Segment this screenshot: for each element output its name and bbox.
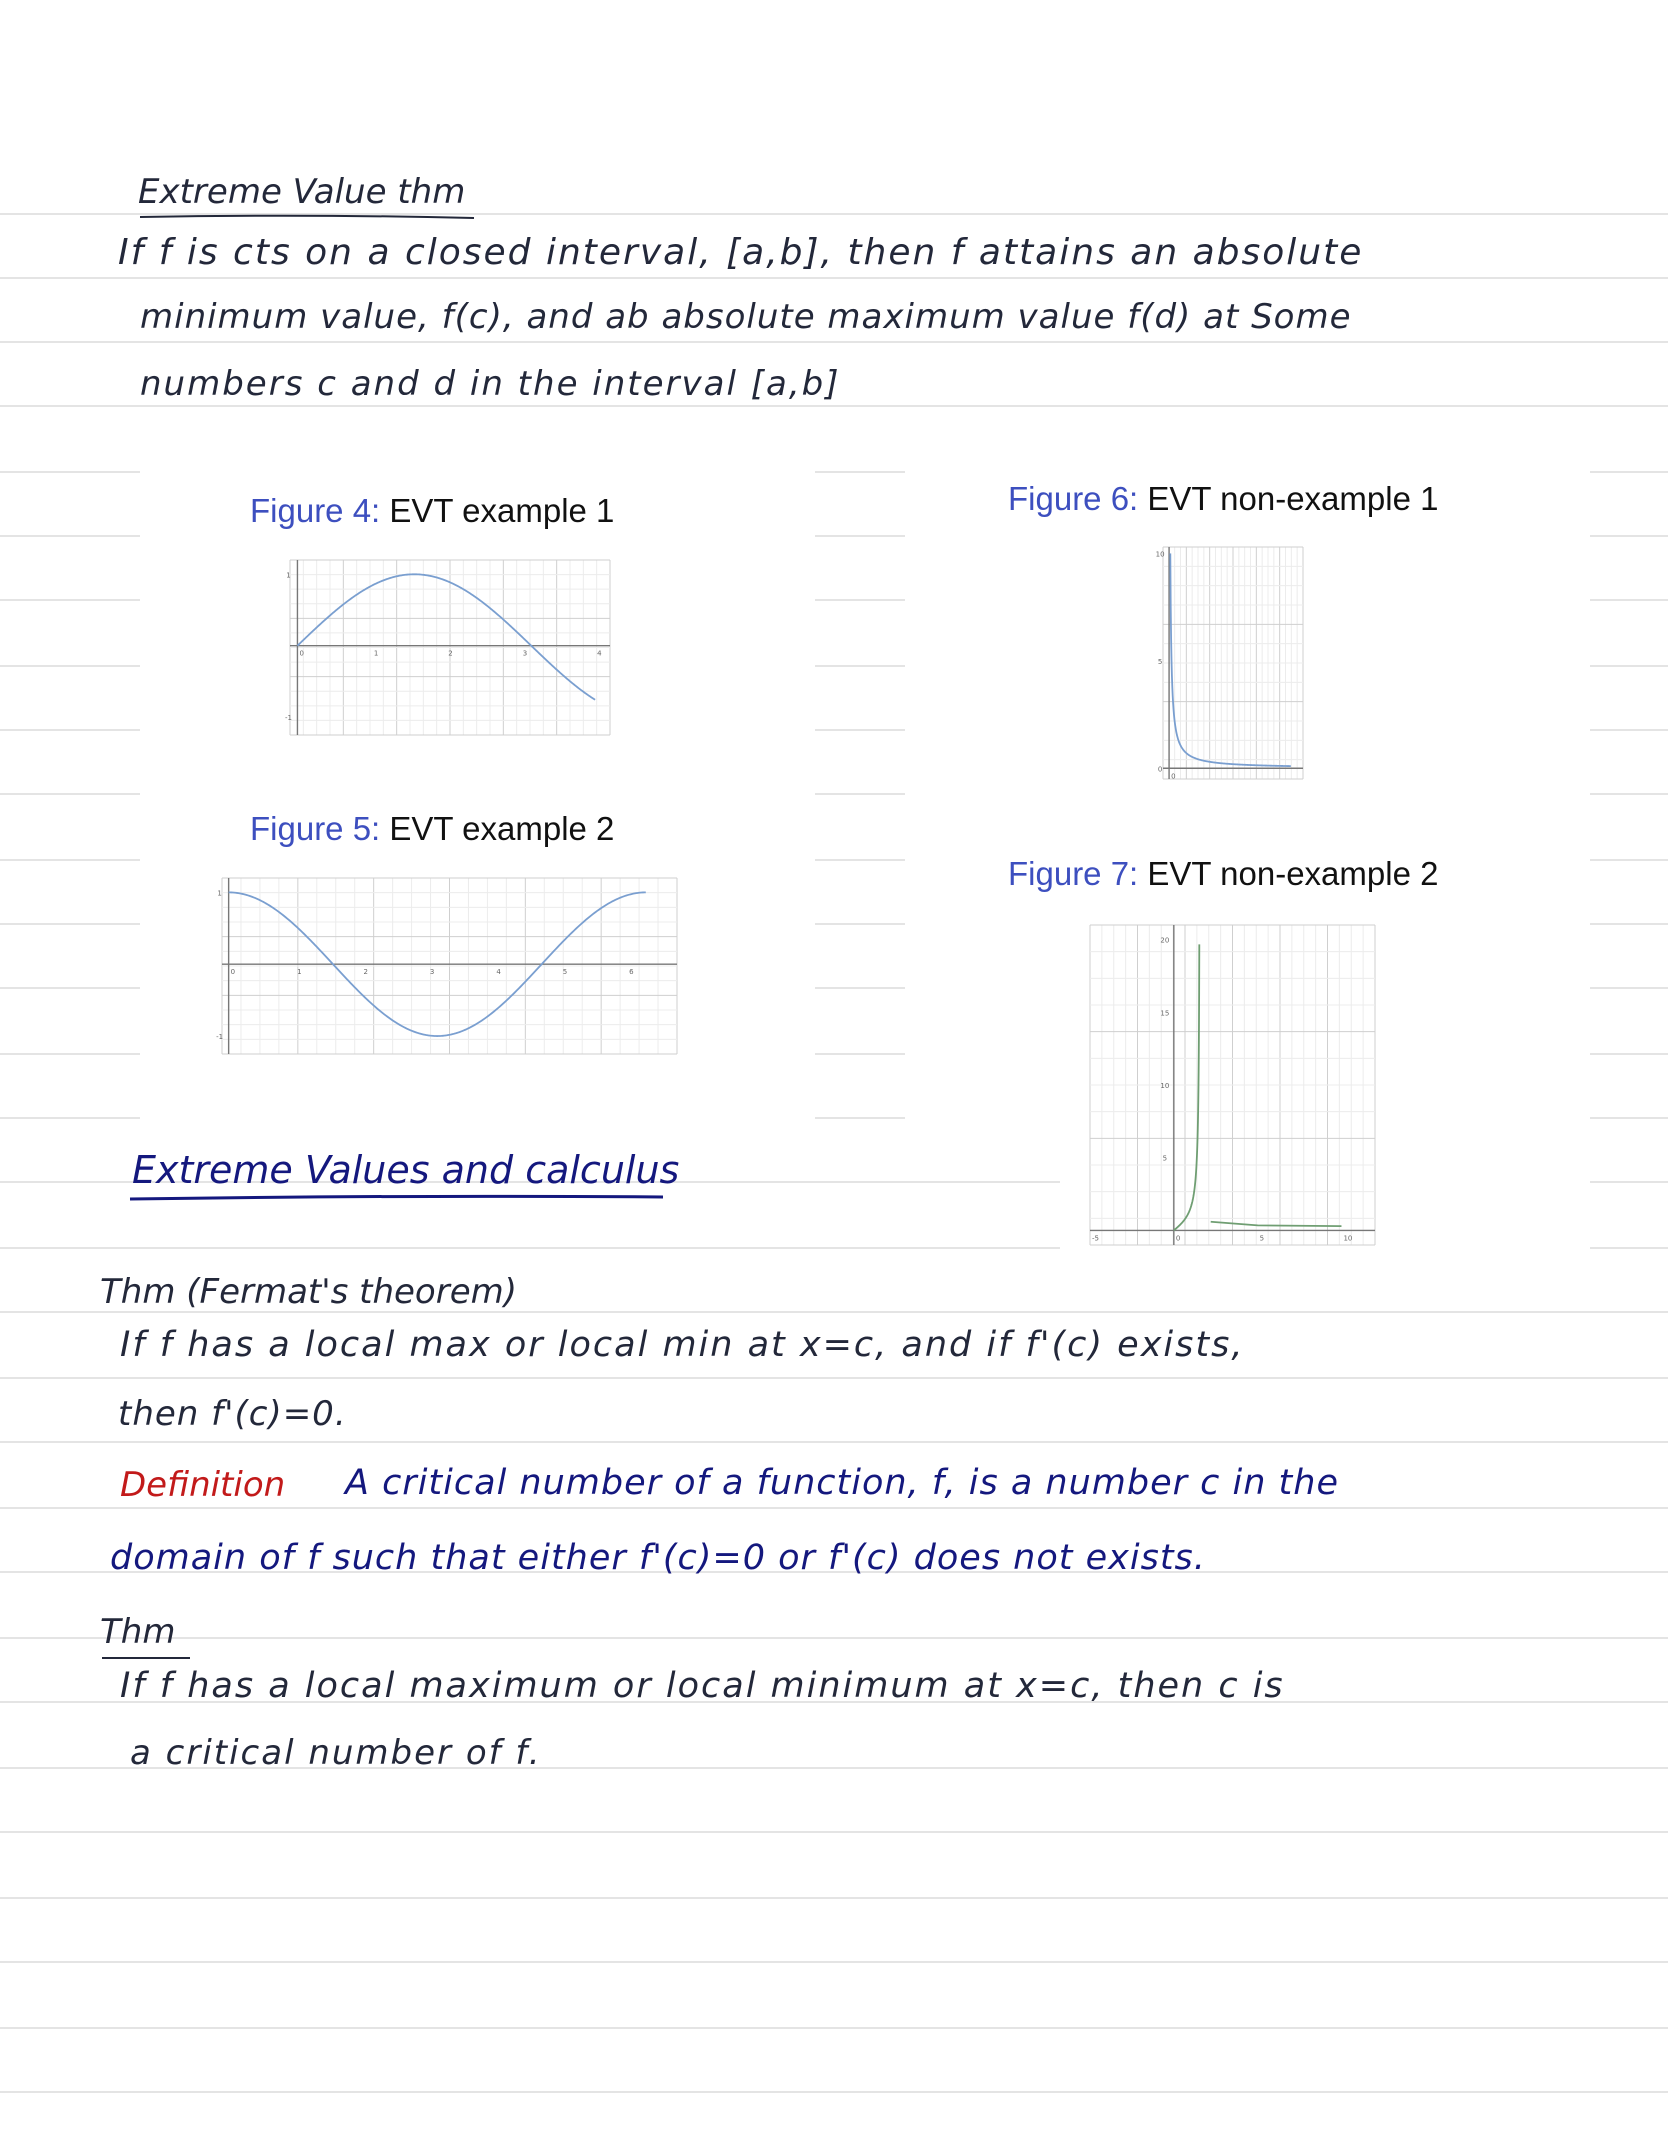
y-tick-label: -1	[284, 714, 292, 723]
figure-5-plot	[216, 878, 677, 1054]
figure-6-plot	[1155, 547, 1303, 781]
y-tick-label: 20	[1160, 936, 1170, 945]
evt-line-1: If f is cts on a closed interval, [a,b], then f attains an absolute	[118, 232, 1364, 273]
y-tick-label: -1	[216, 1033, 224, 1042]
figure-5-label: Figure 5:	[250, 810, 381, 847]
figure-4-title: EVT example 1	[389, 492, 615, 529]
figure-5-title: EVT example 2	[389, 810, 615, 847]
function-curve	[297, 574, 595, 699]
figure-7-plot	[1090, 925, 1375, 1245]
thm2-line-1: If f has a local maximum or local minimum at x=c, then c is	[120, 1666, 1285, 1706]
plot-grid	[1090, 925, 1375, 1245]
y-tick-label: 0	[1157, 765, 1163, 774]
y-tick-label: 5	[1157, 657, 1163, 666]
x-tick-label: 0	[1171, 772, 1176, 781]
y-tick-label: 15	[1160, 1009, 1170, 1018]
function-curve	[1174, 944, 1342, 1230]
figure-7-caption	[1008, 855, 1438, 893]
x-tick-label: 0	[299, 649, 304, 658]
definition-line-2: domain of f such that either f'(c)=0 or f'(c) does not exists.	[110, 1538, 1206, 1578]
section-title-underline	[128, 1193, 668, 1203]
x-tick-label: 6	[629, 968, 634, 977]
x-tick-label: 1	[297, 968, 302, 977]
figure-6-caption	[1008, 480, 1438, 518]
x-tick-label: 10	[1343, 1234, 1353, 1243]
figure-5-caption	[250, 810, 614, 848]
figure-4-plot	[284, 560, 610, 735]
x-tick-label: 1	[373, 649, 379, 658]
y-tick-label: 5	[1162, 1154, 1168, 1163]
figure-6-title: EVT non-example 1	[1147, 480, 1439, 517]
x-tick-label: 5	[1259, 1234, 1265, 1243]
x-tick-label: 3	[429, 968, 435, 977]
x-tick-label: 0	[1175, 1234, 1181, 1243]
section-title: Extreme Values and calculus	[132, 1148, 680, 1192]
x-tick-label: 2	[363, 968, 368, 977]
x-tick-label: 0	[230, 968, 236, 977]
evt-title: Extreme Value thm	[138, 172, 466, 212]
definition-line-1: A critical number of a function, f, is a number c in the	[345, 1463, 1339, 1503]
figure-4-label: Figure 4:	[250, 492, 381, 529]
x-tick-label: 4	[597, 649, 602, 658]
thm2-title-underline	[100, 1654, 195, 1662]
definition-label: Definition	[120, 1465, 286, 1505]
x-tick-label: -5	[1092, 1234, 1099, 1243]
figure-7-label: Figure 7:	[1008, 855, 1139, 892]
y-tick-label: 10	[1160, 1082, 1170, 1090]
thm2-title: Thm	[100, 1612, 176, 1652]
evt-title-underline	[138, 213, 478, 221]
evt-line-3: numbers c and d in the interval [a,b]	[140, 364, 841, 404]
plot-grid	[290, 560, 610, 735]
thm2-line-2: a critical number of f.	[130, 1733, 542, 1773]
x-tick-label: 5	[562, 968, 568, 977]
y-tick-label: 10	[1155, 550, 1165, 559]
x-tick-label: 2	[448, 649, 453, 658]
y-tick-label: 1	[286, 571, 291, 580]
fermat-line-2: then f'(c)=0.	[118, 1394, 347, 1434]
y-tick-label: 1	[217, 889, 222, 898]
plot-grid	[1163, 547, 1303, 779]
evt-line-2: minimum value, f(c), and ab absolute maximum value f(d) at Some	[140, 297, 1352, 337]
x-tick-label: 3	[522, 649, 528, 658]
figure-7-title: EVT non-example 2	[1147, 855, 1439, 892]
fermat-title: Thm (Fermat's theorem)	[100, 1272, 517, 1312]
figure-6-label: Figure 6:	[1008, 480, 1139, 517]
x-tick-label: 4	[496, 968, 501, 977]
figure-4-caption	[250, 492, 614, 530]
fermat-line-1: If f has a local max or local min at x=c, and if f'(c) exists,	[120, 1325, 1245, 1365]
